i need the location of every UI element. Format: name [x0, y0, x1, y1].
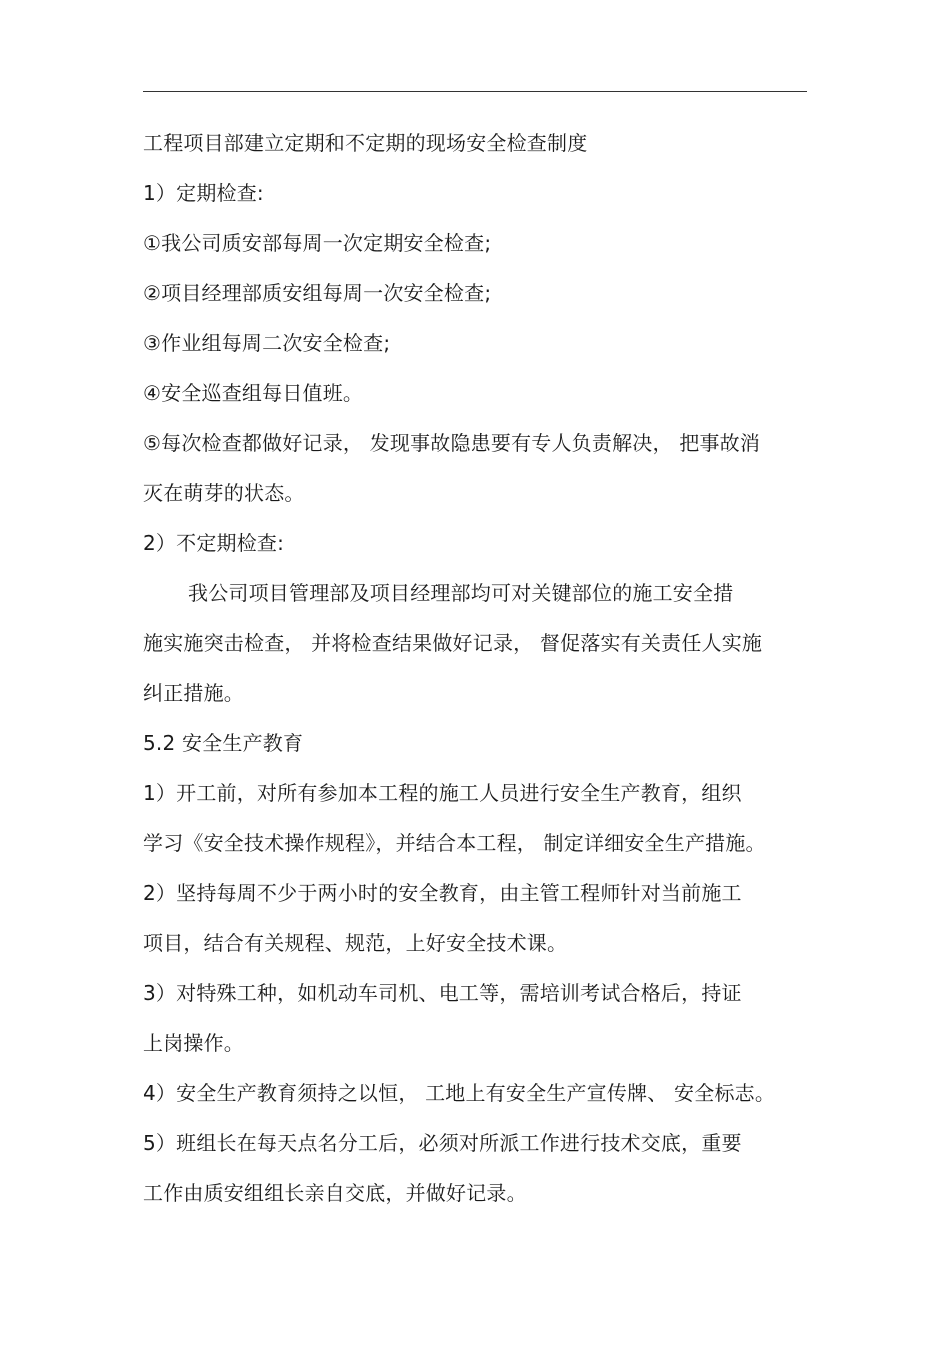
item-4: ④安全巡查组每日值班。 [143, 381, 364, 405]
education-item-1-line-1: 1）开工前，对所有参加本工程的施工人员进行安全生产教育，组织 [143, 781, 742, 805]
paragraph-line-1: 我公司项目管理部及项目经理部均可对关键部位的施工安全措 [188, 581, 734, 605]
education-item-4: 4）安全生产教育须持之以恒， 工地上有安全生产宣传牌、 安全标志。 [143, 1081, 776, 1105]
education-item-5-line-2: 工作由质安组组长亲自交底，并做好记录。 [143, 1181, 527, 1205]
item-2: ②项目经理部质安组每周一次安全检查; [143, 281, 492, 305]
education-item-1-line-2: 学习《安全技术操作规程》，并结合本工程， 制定详细安全生产措施。 [143, 831, 766, 855]
item-irregular-inspection: 2）不定期检查: [143, 531, 285, 555]
education-item-2-line-1: 2）坚持每周不少于两小时的安全教育，由主管工程师针对当前施工 [143, 881, 742, 905]
education-item-3-line-2: 上岗操作。 [143, 1031, 244, 1055]
section-heading-education: 5.2 安全生产教育 [143, 731, 304, 755]
paragraph-line-3: 纠正措施。 [143, 681, 244, 705]
header-rule [143, 91, 807, 92]
item-1: ①我公司质安部每周一次定期安全检查; [143, 231, 492, 255]
item-3: ③作业组每周二次安全检查; [143, 331, 391, 355]
item-regular-inspection: 1）定期检查: [143, 181, 264, 205]
paragraph-line-2: 施实施突击检查， 并将检查结果做好记录， 督促落实有关责任人实施 [143, 631, 763, 655]
section-heading-inspection: 工程项目部建立定期和不定期的现场安全检查制度 [143, 131, 588, 155]
education-item-3-line-1: 3）对特殊工种，如机动车司机、电工等，需培训考试合格后，持证 [143, 981, 742, 1005]
education-item-5-line-1: 5）班组长在每天点名分工后，必须对所派工作进行技术交底，重要 [143, 1131, 742, 1155]
item-5-line-2: 灭在萌芽的状态。 [143, 481, 305, 505]
item-5-line-1: ⑤每次检查都做好记录， 发现事故隐患要有专人负责解决， 把事故消 [143, 431, 761, 455]
education-item-2-line-2: 项目，结合有关规程、规范，上好安全技术课。 [143, 931, 568, 955]
